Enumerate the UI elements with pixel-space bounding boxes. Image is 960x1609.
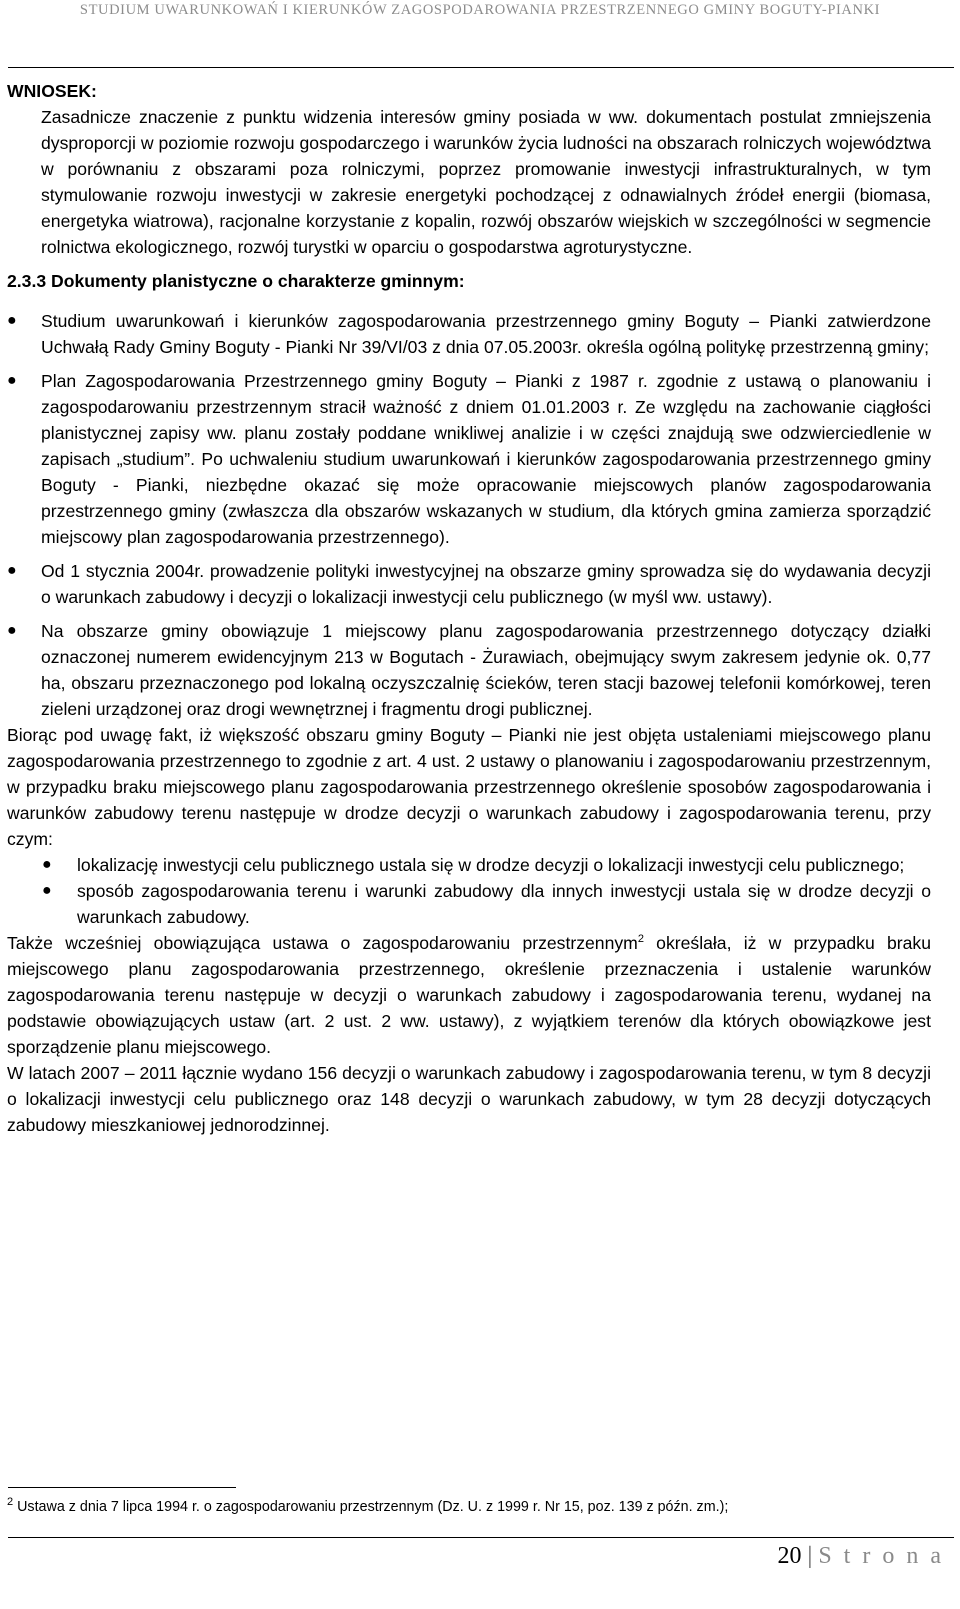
page-number-separator: | <box>807 1543 813 1569</box>
running-header: STUDIUM UWARUNKOWAŃ I KIERUNKÓW ZAGOSPODAROWANIA PRZESTRZENNEGO GMINY BOGUTY-PIANKI <box>79 2 881 18</box>
list-item <box>7 618 931 722</box>
wniosek-paragraph: Zasadnicze znaczenie z punktu widzenia interesów gminy posiada w ww. dokumentach postulat zmniejszenia dysproporcji w poziomie rozwoju gospodarczego i warunków życia ludności na obszarach rolniczych województwa w porównaniu z obszarami poza rolniczymi, poprzez promowanie inwestycji infrastrukturalnych, w tym stymulowanie rozwoju inwestycji w zakresie energetyki pochodzącej z odnawialnych źródeł energii (biomasa, energetyka wiatrowa), racjonalne korzystanie z kopalin, rozwój obszarów wiejskich w szczególności w segmencie rolnictwa ekologicznego, rozwój turystki w oparciu o gospodarstwa agroturystyczne. <box>41 107 931 257</box>
list-item <box>7 308 931 360</box>
bullet-icon: ● <box>7 312 17 329</box>
bullet-icon: ● <box>7 372 17 389</box>
page-number-value: 20 <box>777 1543 802 1569</box>
planning-documents-list <box>7 308 931 722</box>
list-item <box>7 368 931 550</box>
wniosek-heading: WNIOSEK: <box>7 81 97 101</box>
bullet-icon: ● <box>42 856 52 873</box>
footnote-reference[interactable]: 2 <box>637 933 644 946</box>
decisions-list <box>7 852 931 930</box>
list-item-text: Studium uwarunkowań i kierunków zagospodarowania przestrzennego gminy Boguty – Pianki zatwierdzone Uchwałą Rady Gminy Boguty - Pianki Nr 39/VI/03 z dnia 07.05.2003r. określa ogólną politykę przestrzenną gminy; <box>41 311 931 357</box>
footnote-divider <box>8 1487 236 1488</box>
section-heading: 2.3.3 Dokumenty planistyczne o charakterze gminnym: <box>7 271 465 291</box>
list-item <box>7 852 931 878</box>
list-item-text: Od 1 stycznia 2004r. prowadzenie polityki inwestycyjnej na obszarze gminy sprowadza się do wydawania decyzji o warunkach zabudowy i decyzji o lokalizacji inwestycji celu publicznego (w myśl ww. ustawy). <box>41 561 931 607</box>
page-number <box>778 1541 944 1571</box>
paragraph-text: określała, iż w przypadku braku miejscowego planu zagospodarowania przestrzennego, określenie przeznaczenia i ustalenie warunków zagospodarowania terenu następuje w decyzji o warunkach zabudowy i zagospodarowania terenu, wydanej na podstawie obowiązujących ustaw (art. 2 ust. 2 ww. ustawy), z wyjątkiem terenów dla których obowiązkowe jest sporządzenie planu miejscowego. <box>7 933 931 1057</box>
footer-divider <box>8 1537 954 1538</box>
bullet-icon: ● <box>7 622 17 639</box>
body-paragraph: W latach 2007 – 2011 łącznie wydano 156 decyzji o warunkach zabudowy i zagospodarowania terenu, w tym 8 decyzji o lokalizacji inwestycji celu publicznego oraz 148 decyzji o warunkach zabudowy, w tym 28 decyzji dotyczących zabudowy mieszkaniowej jednorodzinnej. <box>7 1063 931 1135</box>
header-divider <box>8 67 954 68</box>
footnote <box>7 1497 728 1517</box>
footnote-text: Ustawa z dnia 7 lipca 1994 r. o zagospodarowaniu przestrzennym (Dz. U. z 1999 r. Nr 15, poz. 139 z późn. zm.); <box>13 1499 729 1515</box>
body-paragraph <box>7 930 931 1060</box>
paragraph-text: Także wcześniej obowiązująca ustawa o zagospodarowaniu przestrzennym <box>7 933 638 953</box>
bullet-icon: ● <box>7 562 17 579</box>
list-item-text: lokalizację inwestycji celu publicznego ustala się w drodze decyzji o lokalizacji inwestycji celu publicznego; <box>77 855 905 875</box>
page-content <box>7 78 931 1138</box>
list-item-text: sposób zagospodarowania terenu i warunki zabudowy dla innych inwestycji ustala się w drodze decyzji o warunkach zabudowy. <box>77 881 931 927</box>
list-item-text: Plan Zagospodarowania Przestrzennego gminy Boguty – Pianki z 1987 r. zgodnie z ustawą o planowaniu i zagospodarowaniu przestrzennym stracił ważność z dniem 01.01.2003 r. Ze względu na zachowanie ciągłości planistycznej zapisy ww. planu zostały poddane wnikliwej analizie i w części znajdują swe odzwierciedlenie w zapisach „studium”. Po uchwaleniu studium uwarunkowań i kierunków zagospodarowania przestrzennego gminy Boguty - Pianki, niezbędne okazać się może opracowanie miejscowych planów zagospodarowania przestrzennego gminy (zwłaszcza dla obszarów wskazanych w studium, dla których gmina zamierza sporządzić miejscowy plan zagospodarowania przestrzennego). <box>41 371 931 547</box>
list-item <box>7 558 931 610</box>
page-label: S t r o n a <box>818 1543 944 1569</box>
footnote-number: 2 <box>7 1496 14 1509</box>
list-item <box>7 878 931 930</box>
body-paragraph: Biorąc pod uwagę fakt, iż większość obszaru gminy Boguty – Pianki nie jest objęta ustaleniami miejscowego planu zagospodarowania przestrzennego to zgodnie z art. 4 ust. 2 ustawy o planowaniu i zagospodarowaniu przestrzennym, w przypadku braku miejscowego planu zagospodarowania przestrzennego określenie sposobów zagospodarowania i warunków zabudowy terenu następuje w drodze decyzji o warunkach zabudowy i zagospodarowania terenu, przy czym: <box>7 725 931 849</box>
bullet-icon: ● <box>42 882 52 899</box>
list-item-text: Na obszarze gminy obowiązuje 1 miejscowy planu zagospodarowania przestrzennego dotyczący działki oznaczonej numerem ewidencyjnym 213 w Bogutach - Żurawiach, obejmujący swym zakresem jedynie ok. 0,77 ha, obszaru przeznaczonego pod lokalną oczyszczalnię ścieków, teren stacji bazowej telefonii komórkowej, teren zieleni urządzonej oraz drogi wewnętrznej i fragmentu drogi publicznej. <box>41 621 931 719</box>
